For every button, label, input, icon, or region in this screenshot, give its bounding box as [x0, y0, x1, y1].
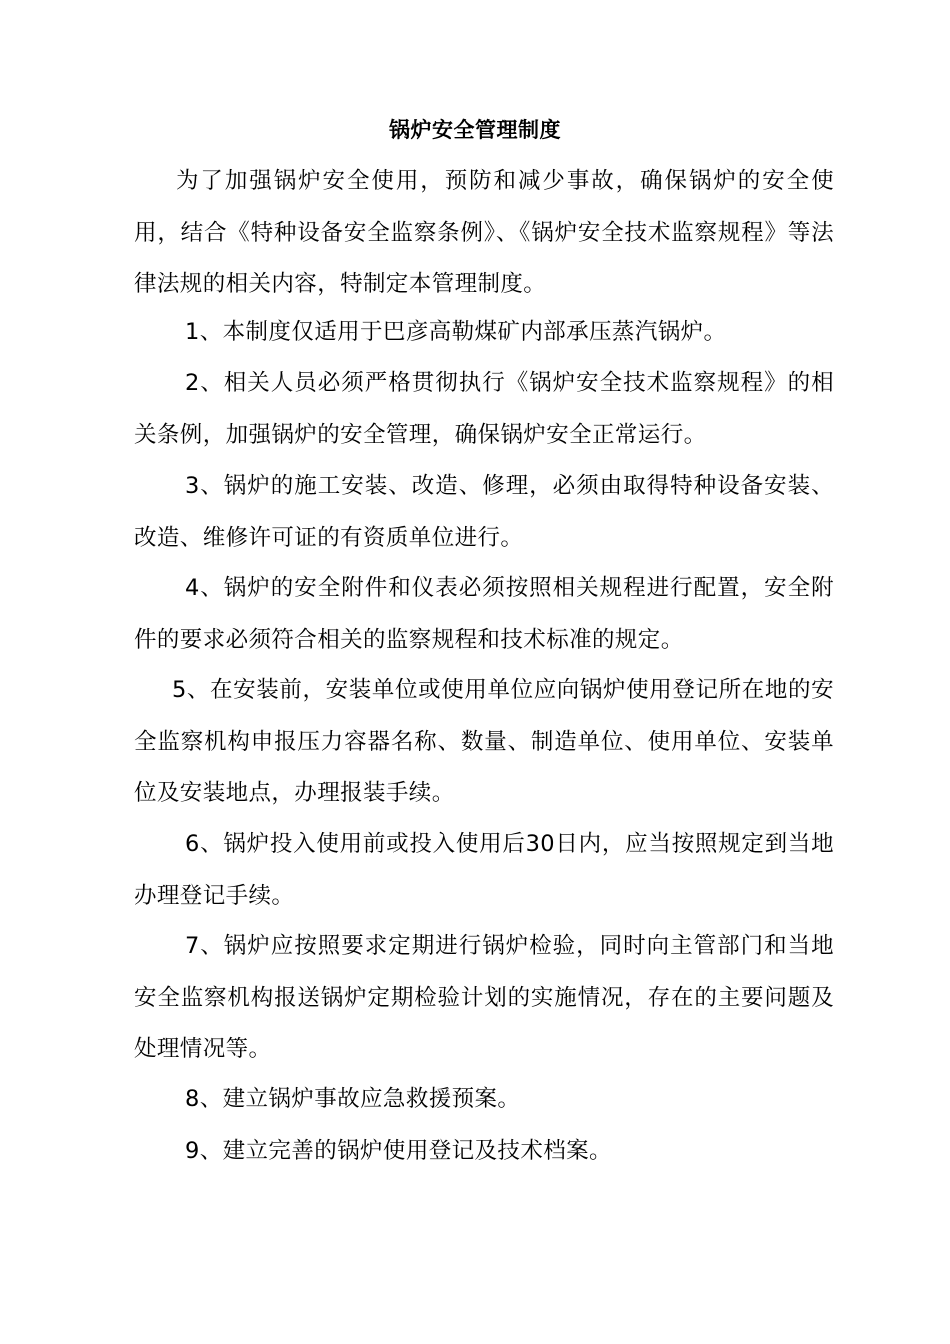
clause-7: 7、锅炉应按照要求定期进行锅炉检验，同时向主管部门和当地安全监察机构报送锅炉定期检验计划的实施情况，存在的主要问题及处理情况等。 — [134, 933, 834, 1062]
clause-2: 2、相关人员必须严格贯彻执行《锅炉安全技术监察规程》的相关条例，加强锅炉的安全管理，确保锅炉安全正常运行。 — [134, 370, 834, 448]
clause-9: 9、建立完善的锅炉使用登记及技术档案。 — [185, 1138, 612, 1164]
document-title: 锅炉安全管理制度 — [389, 118, 561, 142]
clause-5: 5、在安装前，安装单位或使用单位应向锅炉使用登记所在地的安全监察机构申报压力容器名称、数量、制造单位、使用单位、安装单位及安装地点，办理报装手续。 — [134, 677, 834, 806]
intro-paragraph: 为了加强锅炉安全使用，预防和减少事故，确保锅炉的安全使用，结合《特种设备安全监察条例》、《锅炉安全技术监察规程》等法律法规的相关内容，特制定本管理制度。 — [134, 168, 834, 297]
clause-6: 6、锅炉投入使用前或投入使用后30日内，应当按照规定到当地办理登记手续。 — [134, 831, 834, 909]
clause-1: 1、本制度仅适用于巴彦高勒煤矿内部承压蒸汽锅炉。 — [185, 319, 727, 345]
clause-4: 4、锅炉的安全附件和仪表必须按照相关规程进行配置，安全附件的要求必须符合相关的监察规程和技术标准的规定。 — [134, 575, 834, 653]
clause-8: 8、建立锅炉事故应急救援预案。 — [185, 1086, 521, 1112]
clause-3: 3、锅炉的施工安装、改造、修理，必须由取得特种设备安装、改造、维修许可证的有资质单位进行。 — [134, 473, 834, 551]
